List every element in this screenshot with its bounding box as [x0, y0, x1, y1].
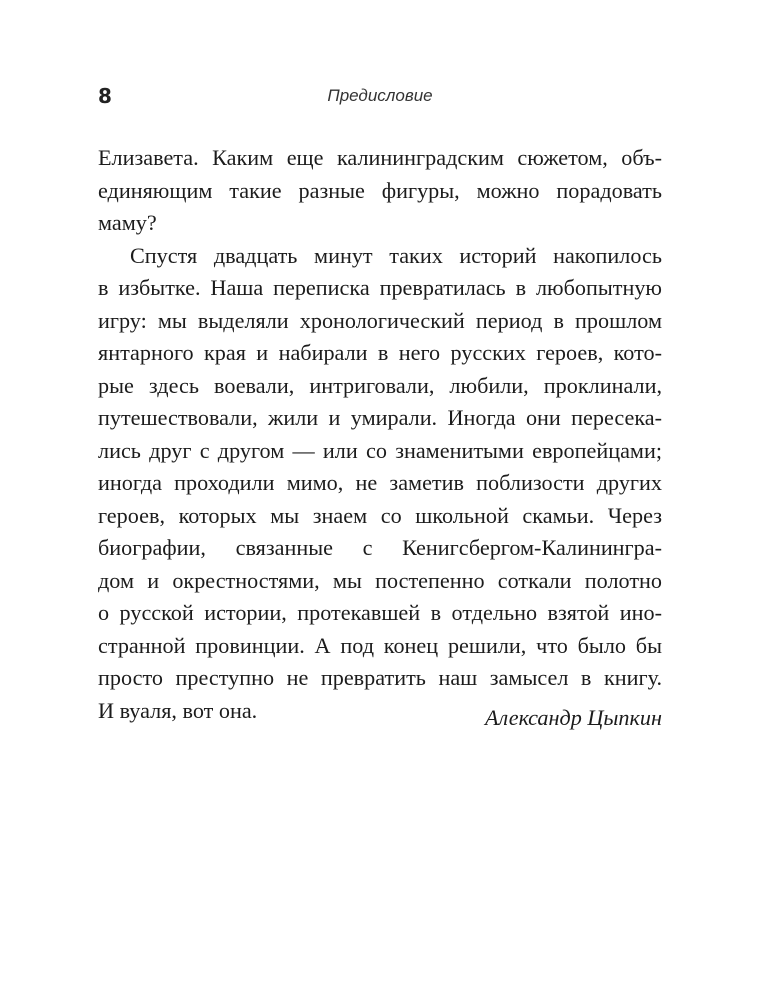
text-line: И вуаля, вот она.	[98, 697, 258, 723]
running-head: Предисловие	[327, 86, 433, 105]
text-line: маму?	[98, 210, 157, 235]
text-line: в избытке. Наша переписка превратилась в любопытную	[98, 275, 662, 300]
text-line: иногда проходили мимо, не заметив поблизости других	[98, 470, 662, 495]
text-line: рые здесь воевали, интриговали, любили, проклинали,	[98, 372, 662, 398]
author-signature: Александр Цыпкин	[484, 705, 662, 730]
text-line: янтарного края и набирали в него русских героев, кото-	[98, 340, 662, 365]
page-number: 8	[98, 84, 112, 108]
text-line: странной провинции. А под конец решили, что было бы	[98, 632, 662, 658]
text-line: Спустя двадцать минут таких историй накопилось	[130, 242, 662, 268]
text-line: биографии, связанные с Кенигсбергом-Калинингра-	[98, 535, 662, 560]
text-line: о русской истории, протекавшей в отдельно взятой ино-	[98, 600, 662, 625]
text-line: игру: мы выделяли хронологический период в прошлом	[98, 307, 662, 333]
text-line: единяющим такие разные фигуры, можно порадовать	[98, 177, 662, 203]
body-text	[98, 142, 662, 727]
text-line: путешествовали, жили и умирали. Иногда они пересека-	[98, 405, 662, 430]
text-line: просто преступно не превратить наш замысел в книгу.	[98, 665, 662, 690]
text-line: лись друг с другом — или со знаменитыми европейцами;	[98, 437, 662, 463]
text-line: Елизавета. Каким еще калининградским сюжетом, объ-	[98, 145, 662, 170]
text-line: героев, которых мы знаем со школьной скамьи. Через	[98, 502, 662, 528]
text-line: дом и окрестностями, мы постепенно соткали полотно	[98, 567, 662, 593]
